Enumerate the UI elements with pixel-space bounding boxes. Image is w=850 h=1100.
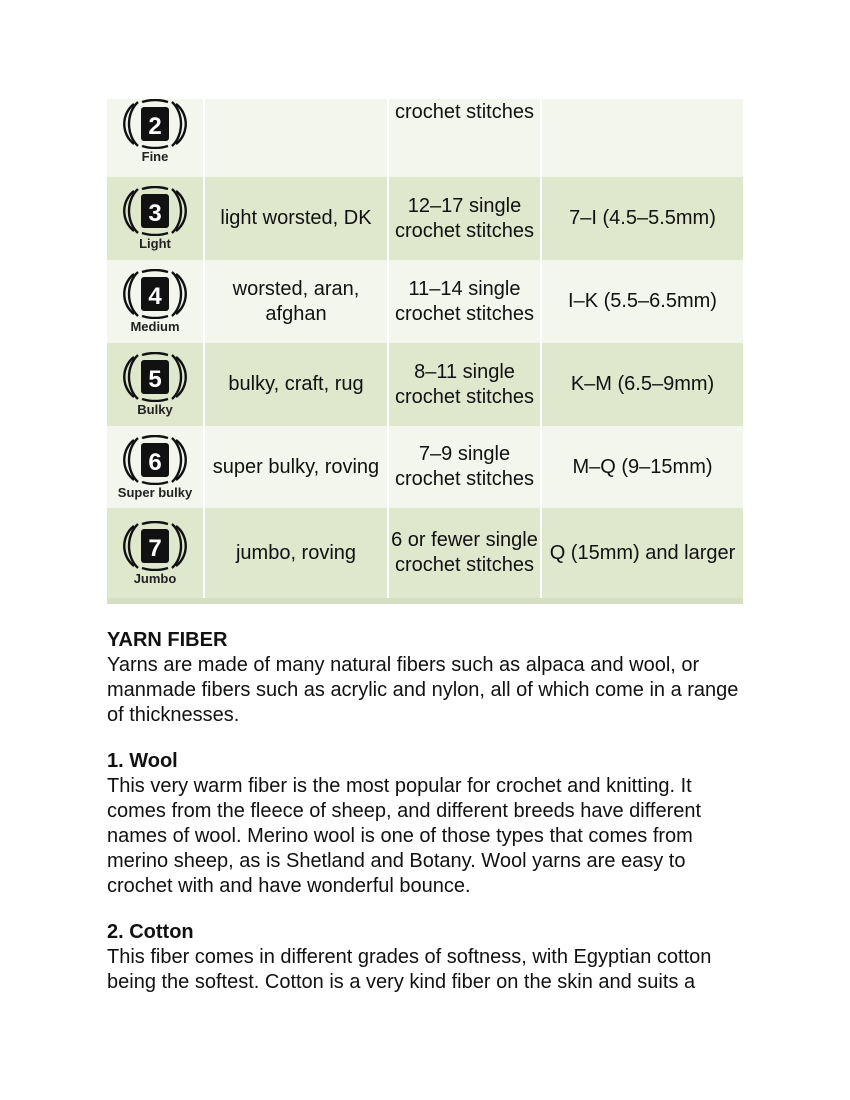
svg-text:6: 6 xyxy=(148,448,162,476)
svg-text:3: 3 xyxy=(148,200,162,227)
table-row xyxy=(107,508,743,598)
weight-label: Bulky xyxy=(137,402,173,417)
cotton-section xyxy=(107,920,743,995)
hook-size-cell: 7–I (4.5–5.5mm) xyxy=(569,207,716,229)
gauge-cell: crochet stitches xyxy=(389,99,542,177)
wool-section xyxy=(107,749,743,899)
section-body: Yarns are made of many natural fibers such as alpaca and wool, or manmade fibers such as acrylic and nylon, all of which come in a range of thicknesses. xyxy=(107,654,739,726)
hook-size-cell: I–K (5.5–6.5mm) xyxy=(568,290,717,312)
gauge-cell: 8–11 single crochet stitches xyxy=(389,343,542,426)
table-row xyxy=(107,99,743,177)
table-row xyxy=(107,343,743,426)
yarn-names-cell: light worsted, DK xyxy=(205,177,389,260)
yarn-skein-icon xyxy=(120,186,190,236)
weight-symbol-cell xyxy=(107,343,205,426)
table-row xyxy=(107,177,743,260)
svg-text:5: 5 xyxy=(148,366,162,393)
weight-symbol-cell xyxy=(107,260,205,343)
yarn-weight-table xyxy=(107,99,743,604)
weight-label: Jumbo xyxy=(133,570,177,586)
yarn-names-cell xyxy=(205,99,389,177)
yarn-skein-icon xyxy=(120,352,190,402)
gauge-cell: 11–14 single crochet stitches xyxy=(389,260,542,343)
section-body: This fiber comes in different grades of softness, with Egyptian cotton being the softest. Cotton is a very kind fiber on the skin and suits a xyxy=(107,946,712,993)
gauge-cell: 12–17 single crochet stitches xyxy=(389,177,542,260)
weight-label: Medium xyxy=(130,319,180,334)
gauge-cell: 6 or fewer single crochet stitches xyxy=(389,508,542,598)
yarn-names-cell: worsted, aran, afghan xyxy=(205,260,389,343)
yarn-names-cell: super bulky, roving xyxy=(205,426,389,508)
weight-symbol-cell xyxy=(107,426,205,508)
svg-text:2: 2 xyxy=(148,113,162,140)
yarn-names-cell: bulky, craft, rug xyxy=(205,343,389,426)
yarn-skein-icon xyxy=(120,269,190,319)
hook-size-cell: K–M (6.5–9mm) xyxy=(570,373,715,395)
hook-size-cell xyxy=(542,99,743,177)
section-heading: YARN FIBER xyxy=(107,629,228,651)
weight-label: Light xyxy=(139,236,171,251)
table-row xyxy=(107,426,743,508)
hook-size-cell: Q (15mm) and larger xyxy=(549,541,736,564)
yarn-names-cell: jumbo, roving xyxy=(205,508,389,598)
yarn-skein-icon xyxy=(120,435,190,485)
weight-symbol-cell xyxy=(107,508,205,598)
weight-symbol-cell xyxy=(107,177,205,260)
weight-label: Fine xyxy=(141,149,169,164)
section-body: This very warm fiber is the most popular for crochet and knitting. It comes from the fleece of sheep, and different breeds have different names of wool. Merino wool is one of those types that comes from merino sheep, as is Shetland and Botany. Wool yarns are easy to crochet with and have wonderful bounce. xyxy=(107,775,702,897)
svg-text:4: 4 xyxy=(148,283,162,310)
svg-text:7: 7 xyxy=(148,534,162,562)
hook-size-cell: M–Q (9–15mm) xyxy=(572,455,713,478)
weight-label: Super bulky xyxy=(117,484,193,500)
section-heading: 2. Cotton xyxy=(107,921,194,943)
section-heading: 1. Wool xyxy=(107,750,178,772)
table-row xyxy=(107,260,743,343)
weight-symbol-cell xyxy=(107,99,205,177)
yarn-skein-icon xyxy=(120,99,190,149)
yarn-skein-icon xyxy=(120,521,190,571)
yarn-fiber-section xyxy=(107,628,743,728)
gauge-cell: 7–9 single crochet stitches xyxy=(389,426,542,508)
